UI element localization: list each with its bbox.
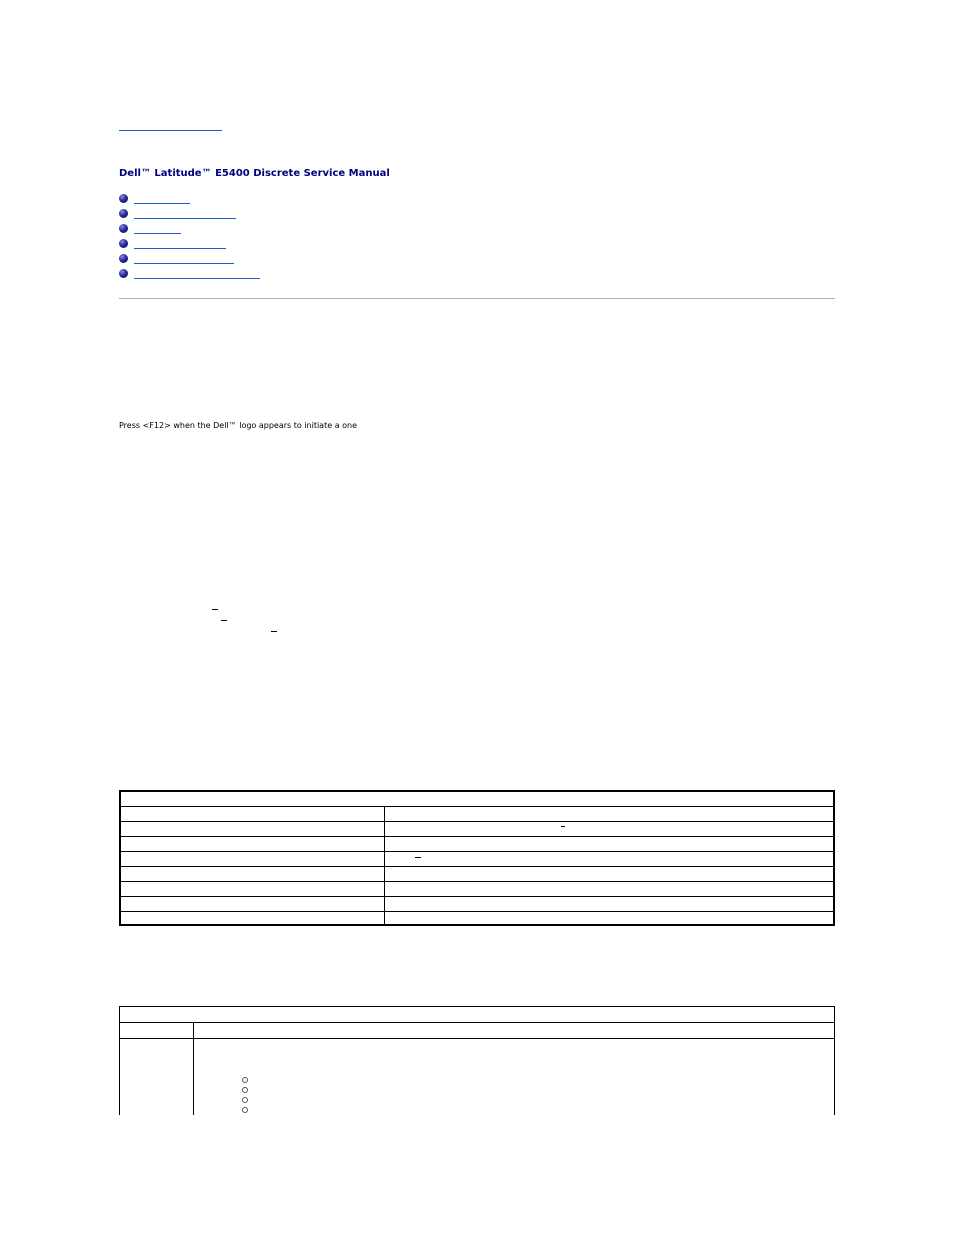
settings-table bbox=[119, 1006, 835, 1115]
nav-link-6[interactable] bbox=[134, 278, 260, 279]
table-cell bbox=[384, 851, 834, 866]
nav-link-2[interactable] bbox=[134, 218, 236, 219]
table-row bbox=[120, 851, 834, 866]
table-cell bbox=[384, 896, 834, 911]
dash-mark bbox=[212, 609, 218, 610]
table-cell bbox=[194, 1039, 835, 1116]
table-cell bbox=[384, 836, 834, 851]
table-cell bbox=[384, 881, 834, 896]
table-cell bbox=[384, 821, 834, 836]
circle-bullet-icon bbox=[242, 1087, 248, 1093]
nav-link-3[interactable] bbox=[134, 233, 181, 234]
bullet-icon bbox=[119, 254, 128, 263]
options-table bbox=[119, 790, 835, 926]
nav-link-5[interactable] bbox=[134, 263, 234, 264]
dash-mark bbox=[271, 631, 277, 632]
table-header-cell bbox=[120, 1007, 835, 1023]
settings-table-clip bbox=[119, 1006, 835, 1115]
table-cell bbox=[120, 1023, 194, 1039]
top-link[interactable] bbox=[119, 130, 222, 131]
dash-mark bbox=[415, 857, 421, 858]
circle-bullet-icon bbox=[242, 1107, 248, 1113]
table-row bbox=[120, 881, 834, 896]
table-row bbox=[120, 806, 834, 821]
table-cell bbox=[120, 866, 384, 881]
table-row bbox=[120, 866, 834, 881]
bullet-icon bbox=[119, 224, 128, 233]
table-cell bbox=[120, 836, 384, 851]
table-cell bbox=[384, 806, 834, 821]
bullet-icon bbox=[119, 194, 128, 203]
table-cell bbox=[120, 911, 384, 925]
table-row bbox=[120, 1007, 835, 1023]
table-row bbox=[120, 1023, 835, 1039]
table-row bbox=[120, 911, 834, 925]
dash-mark bbox=[561, 826, 565, 827]
table-cell bbox=[194, 1023, 835, 1039]
circle-bullet-icon bbox=[242, 1077, 248, 1083]
section-divider bbox=[119, 298, 835, 299]
bullet-icon bbox=[119, 239, 128, 248]
table-row bbox=[120, 791, 834, 806]
table-cell bbox=[120, 1039, 194, 1116]
page-title: Dell™ Latitude™ E5400 Discrete Service Manual bbox=[119, 168, 390, 179]
table-cell bbox=[120, 806, 384, 821]
bullet-icon bbox=[119, 269, 128, 278]
dash-mark bbox=[221, 620, 227, 621]
table-row bbox=[120, 1039, 835, 1116]
table-row bbox=[120, 836, 834, 851]
table-cell bbox=[120, 851, 384, 866]
bullet-icon bbox=[119, 209, 128, 218]
table-row bbox=[120, 821, 834, 836]
table-row bbox=[120, 896, 834, 911]
table-cell bbox=[120, 881, 384, 896]
table-cell bbox=[384, 866, 834, 881]
table-cell bbox=[120, 896, 384, 911]
table-header-cell bbox=[120, 791, 834, 806]
table-cell bbox=[120, 821, 384, 836]
circle-bullet-icon bbox=[242, 1097, 248, 1103]
nav-link-4[interactable] bbox=[134, 248, 226, 249]
press-f12-text: Press <F12> when the Dell™ logo appears to initiate a one bbox=[119, 421, 358, 430]
table-cell bbox=[384, 911, 834, 925]
nav-link-1[interactable] bbox=[134, 203, 190, 204]
